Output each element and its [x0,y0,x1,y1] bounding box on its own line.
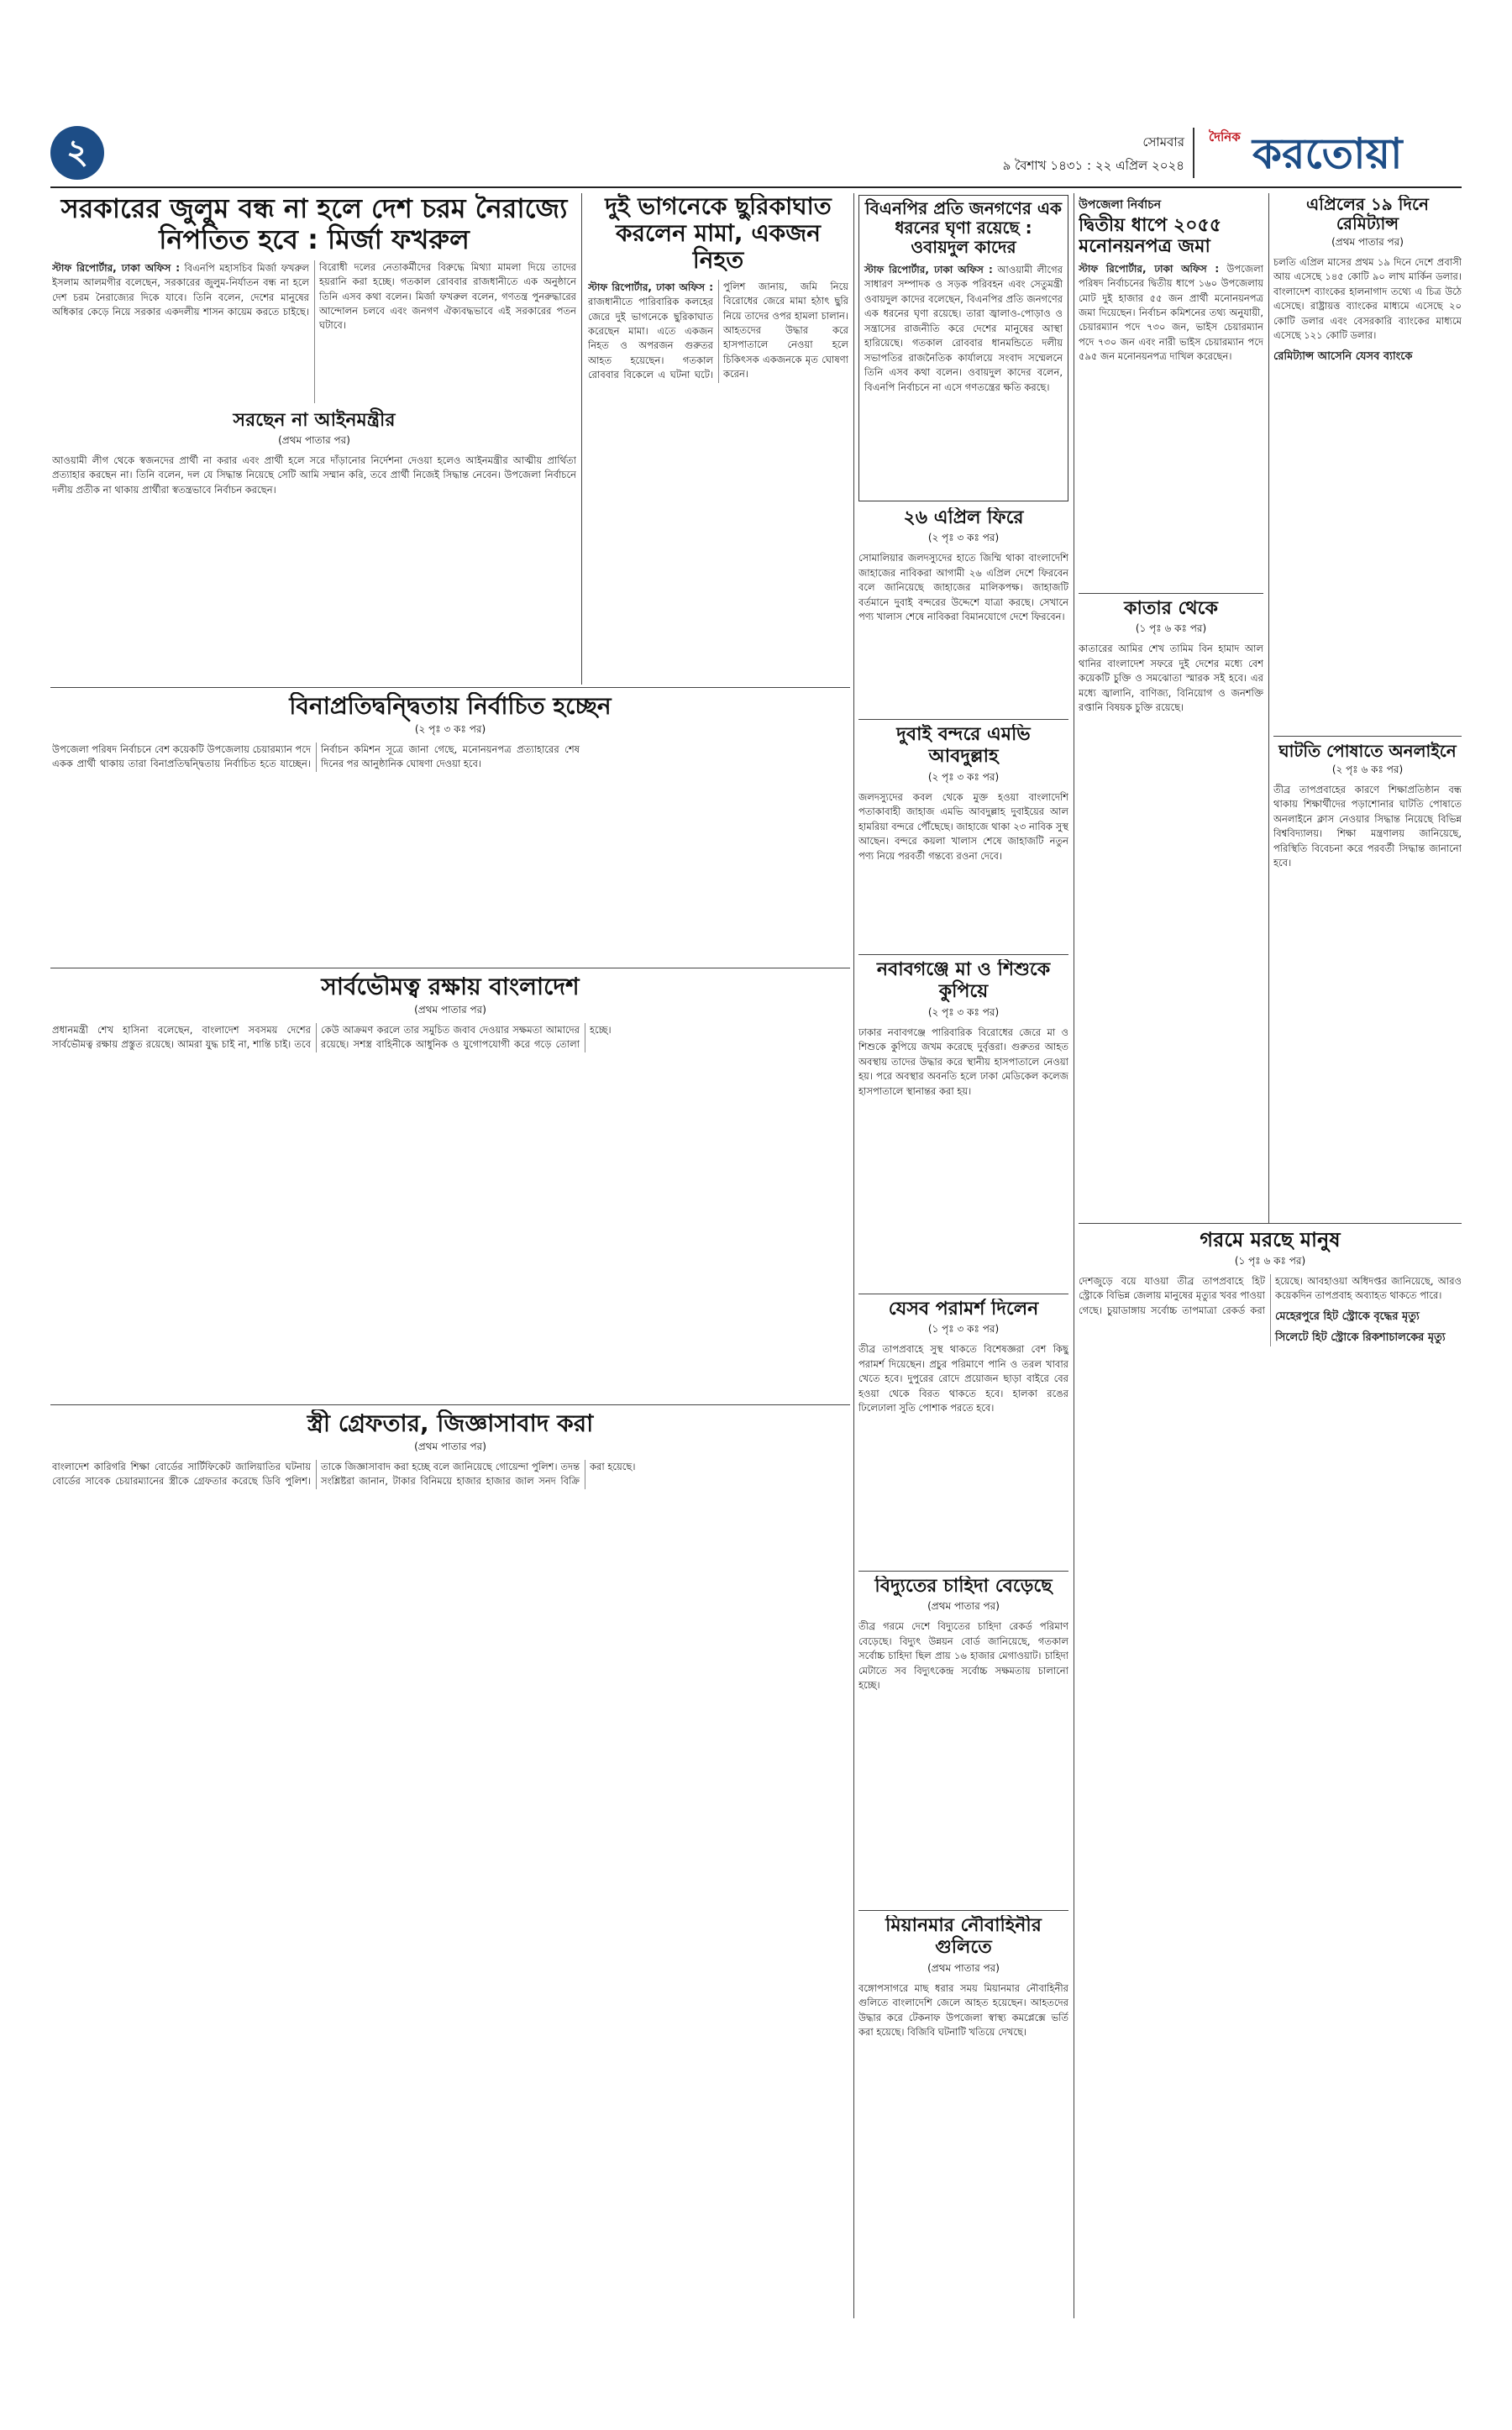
article-body: প্রধানমন্ত্রী শেখ হাসিনা বলেছেন, বাংলাদেশ সবসময় দেশের সার্বভৌমত্ব রক্ষায় প্রস্তুত রয়েছে। আমরা যুদ্ধ চাই না, শান্তি চাই। তবে কেউ আক্রমণ করলে তার সমুচিত জবাব দেওয়ার সক্ষমতা আমাদের রয়েছে। সশস্ত্র বাহিনীকে আধুনিক ও যুগোপযোগী করে গড়ে তোলা হচ্ছে। [52,1023,612,1051]
article-electricity [858,1576,1068,1908]
headline: নবাবগঞ্জে মা ও শিশুকে কুপিয়ে [876,959,1051,1003]
masthead [50,126,1462,183]
continued-label: (২ পৃঃ ৩ কঃ পর) [927,1005,1000,1018]
article-body [588,280,848,383]
article-body [1079,261,1263,365]
row-rule [1079,1223,1462,1224]
body-text: দেশজুড়ে বয়ে যাওয়া তীব্র তাপপ্রবাহে হিট স্ট্রোকে বিভিন্ন জেলায় মানুষের মৃত্যুর খবর পাওয়া গেছে। চুয়াডাঙ্গায় সর্বোচ্চ তাপমাত্রা রেকর্ড করা হয়েছে। আবহাওয়া অধিদপ্তর জানিয়েছে, আরও কয়েকদিন তাপপ্রবাহ অব্যাহত থাকতে পারে। [1079,1274,1462,1316]
body-text: চলতি এপ্রিল মাসের প্রথম ১৯ দিনে দেশে প্রবাসী আয় এসেছে ১৪৫ কোটি ৯০ লাখ মার্কিন ডলার। বাংলাদেশ ব্যাংকের হালনাগাদ তথ্যে এ চিত্র উঠে এসেছে। রাষ্ট্রায়ত্ত ব্যাংকের মাধ্যমে এসেছে ২০ কোটি ডলার এবং বেসরকারি ব্যাংকের মাধ্যমে এসেছে ১২১ কোটি ডলার। [1273,256,1462,342]
sub-headline: সিলেটে হিট স্ট্রোকে রিকশাচালকের মৃত্যু [1275,1331,1446,1345]
article-wife-arrested [52,1409,848,2317]
headline: দুই ভাগনেকে ছুরিকাঘাত করলেন মামা, একজন নিহত [605,193,832,275]
continued-label: (প্রথম পাতার পর) [1331,236,1404,248]
headline: সরকারের জুলুম বন্ধ না হলে দেশ চরম নৈরাজ্যে নিপতিত হবে : মির্জা ফখরুল [60,193,568,255]
headline: দুবাই বন্দরে এমভি আবদুল্লাহ [896,724,1031,768]
continued-label: (১ পৃঃ ৬ কঃ পর) [1135,622,1207,635]
byline: স্টাফ রিপোর্টার, ঢাকা অফিস : [864,264,993,276]
row-rule [1079,593,1263,594]
article-fakhrul [52,193,576,685]
article-body [1273,255,1462,365]
body-text: বিএনপি মহাসচিব মির্জা ফখরুল ইসলাম আলমগীর বলেছেন, সরকারের জুলুম-নির্যাতন বন্ধ না হলে দেশ চরম নৈরাজ্যের দিকে যাবে। তিনি বলেন, দেশের মানুষের অধিকার কেড়ে নিয়ে সরকার একদলীয় শাসন কায়েম করতে চাইছে। বিরোধী দলের নেতাকর্মীদের বিরুদ্ধে মিথ্যা মামলা দিয়ে তাদের হয়রানি করা হচ্ছে। গতকাল রোববার রাজধানীতে এক অনুষ্ঠানে তিনি এসব কথা বলেন। মির্জা ফখরুল বলেন, গণতন্ত্র পুনরুদ্ধারের আন্দোলন চলবে এবং জনগণ ঐক্যবদ্ধভাবে এই সরকারের পতন ঘটাবে। [52,260,576,332]
article-body: তীব্র তাপপ্রবাহে সুস্থ থাকতে বিশেষজ্ঞরা বেশ কিছু পরামর্শ দিয়েছেন। প্রচুর পরিমাণে পানি ও তরল খাবার খেতে হবে। দুপুরের রোদে প্রয়োজন ছাড়া বাইরে বের হওয়া থেকে বিরত থাকতে হবে। হালকা রঙের ঢিলেঢালা সুতি পোশাক পরতে হবে। [858,1343,1068,1414]
headline: এপ্রিলের ১৯ দিনে রেমিট্যান্স [1306,195,1429,234]
headline: গরমে মরছে মানুষ [1200,1228,1341,1252]
article-qatar [1079,598,1263,1220]
article-body [1079,1274,1462,1346]
continued-label: (২ পৃঃ ৩ কঃ পর) [414,722,486,735]
sub-headline: সরছেন না আইনমন্ত্রীর [233,409,396,431]
article-nawabganj [858,959,1068,1291]
article-body: জলদস্যুদের কবল থেকে মুক্ত হওয়া বাংলাদেশি পতাকাবাহী জাহাজ এমভি আবদুল্লাহ দুবাইয়ের আল হামরিয়া বন্দরে পৌঁছেছে। জাহাজে থাকা ২৩ নাবিক সুস্থ আছেন। বন্দরে কয়লা খালাস শেষে জাহাজটি নতুন পণ্য নিয়ে পরবর্তী গন্তব্যে রওনা দেবে। [858,790,1068,862]
masthead-date: ৯ বৈশাখ ১৪৩১ : ২২ এপ্রিল ২০২৪ [1002,158,1184,173]
continued-label: (প্রথম পাতার পর) [414,1003,486,1016]
logo-small-text: দৈনিক [1209,129,1241,144]
masthead-day: সোমবার [1142,134,1184,150]
article-body: সোমালিয়ার জলদস্যুদের হাতে জিম্মি থাকা বাংলাদেশি জাহাজের নাবিকরা আগামী ২৬ এপ্রিল দেশে ফিরবেন বলে জানিয়েছে জাহাজের মালিকপক্ষ। জাহাজটি বর্তমানে দুবাই বন্দরের উদ্দেশে যাত্রা করছে। সেখানে পণ্য খালাস শেষে নাবিকরা বিমানযোগে দেশে ফিরবেন। [858,552,1068,623]
article-upazila-election [1079,195,1263,590]
continued-label: (প্রথম পাতার পর) [927,1961,1000,1974]
sub-headline: মেহেরপুরে হিট স্ট্রোকে বৃদ্ধের মৃত্যু [1275,1309,1420,1323]
page-number-badge: ২ [50,126,104,180]
headline: বিদ্যুতের চাহিদা বেড়েছে [874,1576,1053,1597]
continued-label: (১ পৃঃ ৩ কঃ পর) [927,1323,1000,1336]
row-rule [50,687,850,688]
column-rule [581,193,582,685]
body-text: রাজধানীতে পারিবারিক কলহের জেরে দুই ভাগনেকে ছুরিকাঘাত করেছেন মামা। এতে একজন নিহত ও অপরজন গুরুতর আহত হয়েছেন। গতকাল রোববার বিকেলে এ ঘটনা ঘটে। পুলিশ জানায়, জমি নিয়ে বিরোধের জেরে মামা হঠাৎ ছুরি নিয়ে তাদের ওপর হামলা চালান। আহতদের উদ্ধার করে হাসপাতালে নেওয়া হলে চিকিৎসক একজনকে মৃত ঘোষণা করেন। [588,280,848,381]
byline: স্টাফ রিপোর্টার, ঢাকা অফিস : [52,261,181,274]
body-text: আওয়ামী লীগের সাধারণ সম্পাদক ও সড়ক পরিবহন এবং সেতুমন্ত্রী ওবায়দুল কাদের বলেছেন, বিএনপির প্রতি জনগণের এক ধরনের ঘৃণা রয়েছে। তারা জ্বালাও-পোড়াও ও সন্ত্রাসের রাজনীতি করে দেশের মানুষের আস্থা হারিয়েছে। গতকাল রোববার ধানমন্ডিতে দলীয় সভাপতির রাজনৈতিক কার্যালয়ে সংবাদ সম্মেলনে তিনি এসব কথা বলেন। ওবায়দুল কাদের বলেন, বিএনপি নির্বাচনে না এসে গণতন্ত্রের ক্ষতি করছে। [864,264,1063,393]
headline: সার্বভৌমত্ব রক্ষায় বাংলাদেশ [321,973,580,1000]
row-rule [858,1571,1068,1572]
headline: ২৬ এপ্রিল ফিরে [903,507,1024,528]
continued-label: (প্রথম পাতার পর) [414,1440,486,1452]
continued-label: (২ পৃঃ ৩ কঃ পর) [927,532,1000,544]
article-april-26 [858,507,1068,717]
continued-label: (১ পৃঃ ৬ কঃ পর) [1234,1254,1306,1267]
article-body: আওয়ামী লীগ থেকে স্বজনদের প্রার্থী না করার এবং প্রার্থী হলে সরে দাঁড়ানোর নির্দেশনা দেওয়া হলেও আইনমন্ত্রীর আত্মীয় প্রার্থিতা প্রত্যাহার করছেন না। তিনি বলেন, দল যে সিদ্ধান্ত নিয়েছে সেটি আমি সম্মান করি, তবে প্রার্থী নিজেই সিদ্ধান্ত নেবেন। উপজেলা নির্বাচনে দলীয় প্রতীক না থাকায় প্রার্থীরা স্বতন্ত্রভাবে নির্বাচন করছেন। [52,454,576,496]
article-online-class [1273,741,1462,1220]
article-body: ঢাকার নবাবগঞ্জে পারিবারিক বিরোধের জেরে মা ও শিশুকে কুপিয়ে জখম করেছে দুর্বৃত্তরা। গুরুতর আহত অবস্থায় তাদের উদ্ধার করে স্থানীয় হাসপাতালে নেওয়া হয়। পরে অবস্থার অবনতি হলে ঢাকা মেডিকেল কলেজ হাসপাতালে স্থানান্তর করা হয়। [858,1026,1068,1097]
article-body: কাতারের আমির শেখ তামিম বিন হামাদ আল থানির বাংলাদেশ সফরে দুই দেশের মধ্যে বেশ কয়েকটি চুক্তি ও সমঝোতা স্মারক সই হবে। এর মধ্যে জ্বালানি, বাণিজ্য, বিনিয়োগ ও জনশক্তি রপ্তানি বিষয়ক চুক্তি রয়েছে। [1079,643,1263,714]
body-text: উপজেলা পরিষদ নির্বাচনের দ্বিতীয় ধাপে ১৬০ উপজেলায় মোট দুই হাজার ৫৫ জন প্রার্থী মনোনয়নপত্র জমা দিয়েছেন। নির্বাচন কমিশনের তথ্য অনুযায়ী, চেয়ারম্যান পদে ৭৩০ জন, ভাইস চেয়ারম্যান পদে ৭৩০ জন এবং নারী ভাইস চেয়ারম্যান পদে ৫৯৫ জন মনোনয়নপত্র দাখিল করেছেন। [1079,262,1263,363]
article-uncontested [52,692,848,965]
column-rule [1268,193,1269,1223]
continued-label: (প্রথম পাতার পর) [278,433,350,446]
column-rule [853,193,854,2318]
headline: বিএনপির প্রতি জনগণের এক ধরনের ঘৃণা রয়েছে : ওবায়দুল কাদের [864,198,1063,257]
article-body: বাংলাদেশ কারিগরি শিক্ষা বোর্ডের সার্টিফিকেট জালিয়াতির ঘটনায় বোর্ডের সাবেক চেয়ারম্যানের স্ত্রীকে গ্রেফতার করেছে ডিবি পুলিশ। তাকে জিজ্ঞাসাবাদ করা হচ্ছে বলে জানিয়েছে গোয়েন্দা পুলিশ। তদন্ত সংশ্লিষ্টরা জানান, টাকার বিনিময়ে হাজার হাজার জাল সনদ বিক্রি করা হয়েছে। [52,1460,636,1488]
pretitle: উপজেলা নির্বাচন [1079,198,1162,212]
article-myanmar-navy [858,1915,1068,2318]
article-advice [858,1299,1068,1569]
row-rule [50,1404,850,1405]
masthead-divider [1193,128,1194,178]
article-remittance [1273,195,1462,732]
row-rule [858,719,1068,720]
newspaper-logo [1205,126,1462,181]
logo-main-text: করতোয়া [1252,129,1403,178]
headline: বিনাপ্রতিদ্বন্দ্বিতায় নির্বাচিত হচ্ছেন [289,692,612,720]
headline: মিয়ানমার নৌবাহিনীর গুলিতে [885,1915,1042,1959]
headline: কাতার থেকে [1124,598,1218,619]
article-body: উপজেলা পরিষদ নির্বাচনে বেশ কয়েকটি উপজেলায় চেয়ারম্যান পদে একক প্রার্থী থাকায় তারা বিনাপ্রতিদ্বন্দ্বিতায় নির্বাচিত হতে যাচ্ছেন। নির্বাচন কমিশন সূত্রে জানা গেছে, মনোনয়নপত্র প্রত্যাহারের শেষ দিনের পর আনুষ্ঠানিক ঘোষণা দেওয়া হবে। [52,743,580,770]
row-rule [1273,736,1462,737]
sub-headline: রেমিট্যান্স আসেনি যেসব ব্যাংকে [1273,349,1413,363]
row-rule [858,954,1068,955]
row-rule [858,1910,1068,1911]
article-body: বঙ্গোপসাগরে মাছ ধরার সময় মিয়ানমার নৌবাহিনীর গুলিতে বাংলাদেশি জেলে আহত হয়েছেন। আহতদের উদ্ধার করে টেকনাফ উপজেলা স্বাস্থ্য কমপ্লেক্সে ভর্তি করা হয়েছে। বিজিবি ঘটনাটি খতিয়ে দেখছে। [858,1981,1068,2039]
article-heat-deaths [1079,1228,1462,2320]
article-body [864,262,1063,395]
continued-label: (২ পৃঃ ৬ কঃ পর) [1331,764,1404,775]
article-sovereignty [52,973,848,1401]
headline: যেসব পরামর্শ দিলেন [888,1299,1039,1320]
article-stabbing [588,193,848,685]
article-body: তীব্র গরমে দেশে বিদ্যুতের চাহিদা রেকর্ড পরিমাণ বেড়েছে। বিদ্যুৎ উন্নয়ন বোর্ড জানিয়েছে, গতকাল সর্বোচ্চ চাহিদা ছিল প্রায় ১৬ হাজার মেগাওয়াট। চাহিদা মেটাতে সব বিদ্যুৎকেন্দ্র সর্বোচ্চ সক্ষমতায় চালানো হচ্ছে। [858,1620,1068,1692]
headline: ঘাটতি পোষাতে অনলাইনে [1278,741,1457,761]
article-dubai-port [858,724,1068,953]
headline: দ্বিতীয় ধাপে ২০৫৫ মনোনয়নপত্র জমা [1079,215,1222,258]
headline: স্ত্রী গ্রেফতার, জিজ্ঞাসাবাদ করা [307,1409,594,1437]
byline: স্টাফ রিপোর্টার, ঢাকা অফিস : [588,281,713,293]
article-quader [858,195,1068,501]
continued-label: (প্রথম পাতার পর) [927,1600,1000,1613]
article-body: তীব্র তাপপ্রবাহের কারণে শিক্ষাপ্রতিষ্ঠান বন্ধ থাকায় শিক্ষার্থীদের পড়াশোনার ঘাটতি পোষাতে অনলাইনে ক্লাস নেওয়ার সিদ্ধান্ত নিয়েছে বিভিন্ন বিশ্ববিদ্যালয়। শিক্ষা মন্ত্রণালয় জানিয়েছে, পরিস্থিতি বিবেচনা করে পরবর্তী সিদ্ধান্ত জানানো হবে। [1273,784,1462,869]
continued-label: (২ পৃঃ ৩ কঃ পর) [927,770,1000,783]
masthead-rule [50,186,1462,188]
byline: স্টাফ রিপোর্টার, ঢাকা অফিস : [1079,262,1220,275]
article-body [52,260,576,403]
